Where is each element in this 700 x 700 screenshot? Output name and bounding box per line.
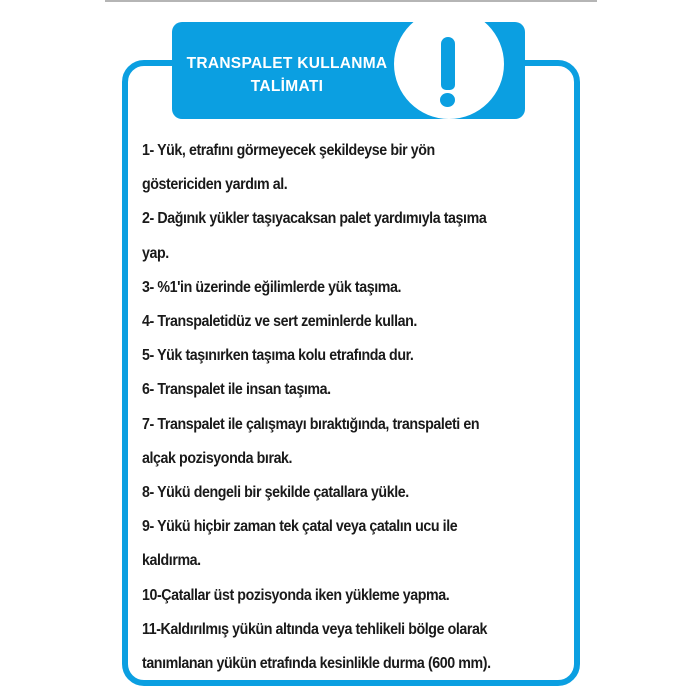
instruction-line: 9- Yükü hiçbir zaman tek çatal veya çatalın ucu ile — [142, 518, 458, 536]
top-divider — [105, 0, 597, 2]
instruction-line: 10-Çatallar üst pozisyonda iken yükleme yapma. — [142, 586, 450, 604]
instruction-line: kaldırma. — [142, 552, 201, 570]
instruction-line: yap. — [142, 244, 169, 262]
instruction-line: 6- Transpalet ile insan taşıma. — [142, 381, 331, 399]
sign-title-line2: TALİMATI — [250, 78, 324, 95]
instruction-line: 1- Yük, etrafını görmeyecek şekildeyse bir yön — [142, 142, 435, 159]
instruction-line: alçak pozisyonda bırak. — [142, 449, 293, 467]
instruction-line: tanımlanan yükün etrafında kesinlikle durma (600 mm). — [142, 655, 491, 673]
instruction-line: göstericiden yardım al. — [142, 176, 288, 194]
instruction-line: 8- Yükü dengeli bir şekilde çatallara yükle. — [142, 484, 409, 502]
instruction-line: 2- Dağınık yükler taşıyacaksan palet yardımıyla taşıma — [142, 210, 487, 228]
exclamation-icon — [441, 37, 455, 90]
sign-title-line1: TRANSPALET KULLANMA — [186, 55, 388, 72]
instruction-line: 7- Transpalet ile çalışmayı bıraktığında, transpaleti en — [142, 415, 480, 433]
instruction-line: 11-Kaldırılmış yükün altında veya tehlikeli bölge olarak — [142, 620, 488, 638]
instruction-line: 5- Yük taşınırken taşıma kolu etrafında dur. — [142, 347, 414, 365]
instruction-line: 3- %1'in üzerinde eğilimlerde yük taşıma. — [142, 278, 401, 296]
exclamation-dot-icon — [440, 93, 455, 107]
instruction-line: 4- Transpaletidüz ve sert zeminlerde kullan. — [142, 313, 417, 331]
sign-title — [172, 52, 402, 98]
instruction-list — [142, 134, 542, 681]
